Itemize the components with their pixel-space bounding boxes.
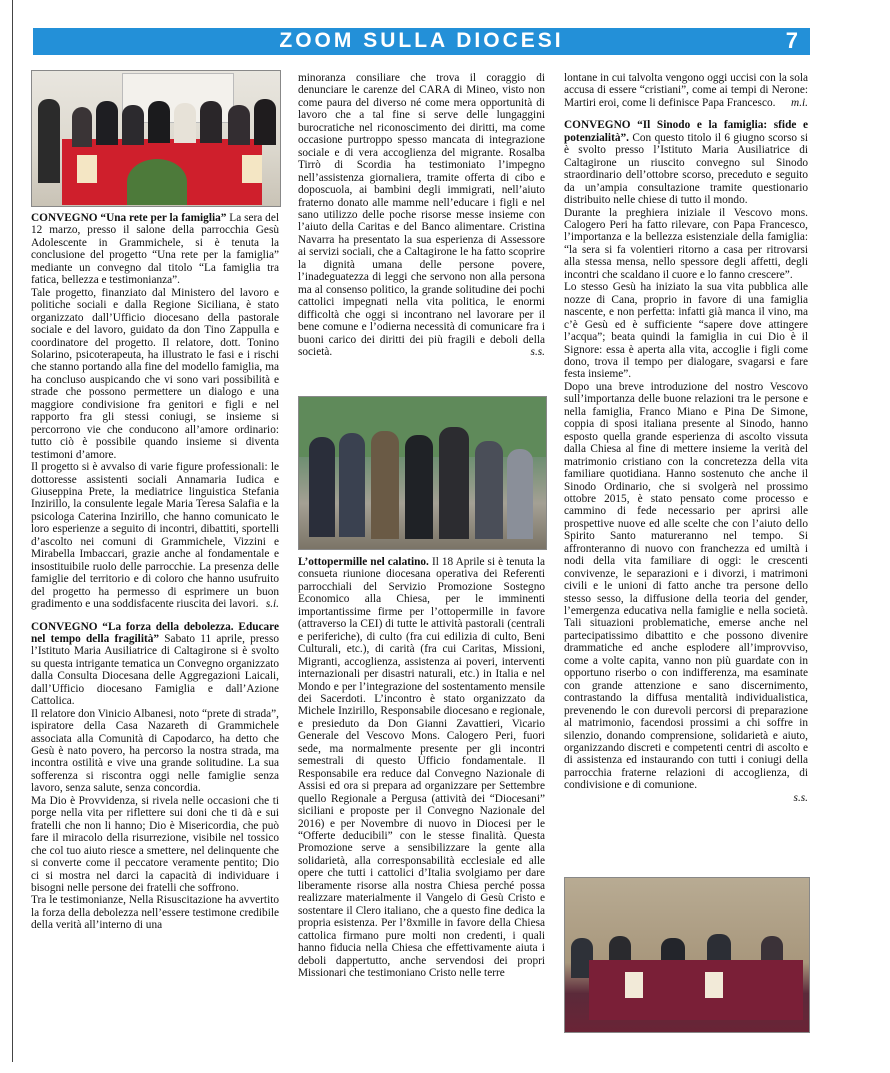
- article-family-network: [31, 212, 279, 287]
- photo-group-conference: [31, 70, 281, 207]
- author-signature: s.i.: [265, 598, 279, 611]
- article-text: Il 18 Aprile si è tenuta la consueta riunione diocesana operativa dei Referenti parrocchiali del Servizio Promozione Sostegno Economico alla Chiesa, per le imminenti importantissime firme per l’ottopermille in favore (attraverso la CEI) di tutte le attività pastorali (centrali e periferiche), di culto (fra cui edilizia di culto, Beni Culturali, etc.), di carità (fra cui Caritas, Missioni, Migranti, accoglienza, assistenza ai poveri, interventi internazionali per disastri naturali, etc.) in Italia e nel Mondo e per l’integrazione del sostentamento mensile dei Sacerdoti. L’incontro è stato organizzato da Michele Inzirillo, Responsabile diocesano e regionale, e presieduto da Don Gianni Zavattieri, Vicario Generale del Vescovo Mons. Calogero Peri, fuori sede, ma normalmente presente per gli incontri semestrali di questo Ufficio fondamentale. Il Responsabile era reduce dal Convegno Nazionale di Assisi ed ora si prepara ad organizzare per Settembre quello Regionale a Pergusa (attività dei “Diocesani” siciliani e proposte per il Convegno Nazionale del 2016) e per Novembre di nuovo in Diocesi per le “Offerte deducibili” con le stesse finalità. Questa Promozione serve a sensibilizzare la gente alla solidarietà, alla corresponsabilità ecclesiale ed alle opere che tutti i cattolici d’Italia svolgiamo per dare liberamente risorse alla nostra Chiesa perché possa realizzare materialmente il Vangelo di Gesù Cristo e sostentare il Clero italiano, che a questo fine dedica la propria esistenza. Per l’8xmille in favore della Chiesa cattolica firmano pure molti non credenti, i quali hanno fiducia nella Chiesa che effettivamente aiuta i deboli dappertutto, anche servendosi dei propri Missionari che testimoniano Cristo nelle terre: [298, 556, 546, 979]
- article-paragraph: Lo stesso Gesù ha iniziato la sua vita pubblica alle nozze di Cana, proprio in favore di una famiglia nascente, e non perfetta: infatti già manca il vino, ma c’è Gesù ed è sufficiente “sapere dove attingere l’acqua”; beata quindi la famiglia in cui Dio è il Signore: essa è aperta alla vita, accoglie i figli come dono, trova il tempo per dialogare, svagarsi e fare festa insieme”.: [564, 281, 808, 381]
- article-synod: [564, 119, 808, 206]
- column-1: [31, 212, 279, 932]
- article-paragraph: [564, 72, 808, 109]
- section-title: ZOOM SULLA DIOCESI: [279, 29, 564, 52]
- author-signature: s.s.: [530, 345, 545, 358]
- article-paragraph: Il relatore don Vinicio Albanesi, noto “prete di strada”, ispiratore della Casa Nazareth di Grammichele associata alla Comunità di Capodarco, ha detto che Gesù è nato povero, ha percorso la nostra strada, ma incontra ostilità e vive una grande solitudine. La sua sofferenza si riscontra oggi nelle famiglie senza lavoro, senza salute, senza concordia.: [31, 707, 279, 795]
- article-text: minoranza consiliare che trova il coraggio di denunciare le carenze del CARA di Mineo, visto non come paura del diverso né come mera opportunità di lavoro che a tal fine si serve delle lungaggini burocratiche nel riconoscimento dei diritti, ma come occasione purtroppo spesso mancata di integrazione sociale e di vera accoglienza del migrante. Rosalba Tirrò di Scordia ha testimoniato l’impegno nell’assistenza giornaliera, tramite offerta di cibo e doposcuola, ai bambini degli immigrati, nell’aiuto fraterno donato alle mamme nell’educare i figli e nel sano utilizzo delle poche risorse messe insieme con l’aiuto della Caritas e del Banco alimentare. Cristina Navarra ha presentato la sua esperienza di Assessore ai servizi sociali, che a Caltagirone le ha fatto scoprire la dignità umana delle persone povere, l’inadeguatezza di leggi che servono non alla persona ma al consenso politico, la grande solitudine dei pochi cattolici impegnati nella vita politica, le enormi difficoltà che oggi si incontrano nel lavorare per il bene comune e l’odierna necessità di comunicare fra i buoni carico dei diritti dei più fragili e deboli della società.: [298, 72, 545, 358]
- author-signature: s.s.: [793, 791, 808, 804]
- page-left-rule: [12, 0, 13, 1062]
- article-ottopermille: [298, 556, 545, 979]
- article-title: L’ottopermille nel calatino.: [298, 556, 429, 568]
- article-text: Con questo titolo il 6 giugno scorso si è svolto presso l’Istituto Maria Ausiliatrice di Caltagirone un riuscito convegno sul Sinodo straordinario dell’ottobre scorso, preceduto e seguito da un’ampia consultazione tramite questionario distribuito nelle chiese di tutto il mondo.: [564, 131, 809, 207]
- article-title: CONVEGNO “Una rete per la famiglia”: [31, 212, 227, 224]
- article-paragraph: [31, 461, 279, 610]
- article-paragraph: Tale progetto, finanziato dal Ministero del lavoro e politiche sociali e dalla Regione Siciliana, è stato organizzato dall’Ufficio diocesano della pastorale sociale e del lavoro, guidato da don Tino Zappulla e coordinatore del progetto. Il relatore, dott. Tonino Solarino, psicoterapeuta, ha illustrato le fasi e i rischi che stanno portando alla fine del modello famiglia, ma ha concluso auspicando che vi sono vari possibilità e strade che possono permettere un dialogo e una maggiore condivisione fra genitori e figli e nel rapporto fra gli stessi coniugi, se insieme si percorrono vie che conducono all’amore ordinario: tutto ciò è possibile quando insieme si diventa testimoni d’amore.: [31, 286, 279, 461]
- article-paragraph: Dopo una breve introduzione del nostro Vescovo sull’importanza delle buone relazioni tra le persone e nella famiglia, Franco Miano e Pina De Simone, coppia di sposi italiana presente al Sinodo, hanno esposto quella grande esperienza di ascolto vissuta dalla Chiesa al fine di mettere insieme la verità del matrimonio cristiano con la concretezza della vita familiare quotidiana. Hanno sostenuto che anche il Sinodo Ordinario, che si svolgerà nel prossimo ottobre 2015, è stato pensato come processo e cammino di fede necessario per aprirsi alle prospettive nuove ed alle scelte che con l’aiuto dello Spirito Santo matureranno nel tempo. Si affronteranno di nuovo con franchezza ed umiltà i nodi della vita familiare di oggi: le crescenti convivenze, le separazioni e i divorzi, i matrimoni civili e le unioni di fatto anche tra persone dello stesso sesso, la diffusione della teoria del gender, l’emergenza educativa nella famiglie e nella società. Tali situazioni problematiche, emerse anche nel partecipatissimo dibattito e che possono divenire drammatiche ed anche esplodere all’improvviso, come a volte capita, vanno non più guardate con in opportuno riserbo o con indifferenza, ma esaminate con grande attenzione e sano discernimento, contrastando la diffusa mentalità individualistica, prevenendo le con durevoli percorsi di preparazione al matrimonio, facendosi prossimi a chi soffre in silenzio, donando comprensione, solidarietà e aiuto, organizzando discreti e competenti centri di ascolto e di assistenza ed instaurando con tutti i coniugi della parrocchia fraterne relazioni di accoglienza, di condivisione e di comunione.: [564, 380, 808, 792]
- article-text: lontane in cui talvolta vengono oggi uccisi con la sola accusa di essere “cristiani”, come ai tempi di Nerone: Martiri eroi, come li definisce Papa Francesco.: [564, 72, 808, 109]
- article-paragraph: [298, 72, 545, 358]
- section-banner: [33, 28, 810, 55]
- article-text: Sabato 11 aprile, presso l’Istituto Maria Ausiliatrice di Caltagirone si è svolto su questa intrigante tematica un Convegno organizzato dalla Consulta Diocesana delle Aggregazioni Laicali, dall’Ufficio diocesano Famiglia e dall’Azione Cattolica.: [31, 632, 279, 708]
- article-title: CONVEGNO “La forza della debolezza. Educare nel tempo della fragilità”: [31, 620, 279, 645]
- author-signature: m.i.: [791, 96, 808, 109]
- article-paragraph: Ma Dio è Provvidenza, si rivela nelle occasioni che ti porge nella vita per riflettere sui doni che ti dà e sui fratelli che non li hanno; Dio è Misericordia, che può fare il miracolo della risurrezione, visibile nel tossico che col tuo aiuto riesce a smettere, nel delinquente che si converte come il peccatore veramente pentito; Dio ci si mostra nel darci la capacità di individuare i bisogni nelle persone dei fratelli che soffrono.: [31, 794, 279, 895]
- article-fragility: [31, 621, 279, 708]
- column-3: [564, 72, 808, 804]
- article-title: CONVEGNO “Il Sinodo e la famiglia: sfide e potenzialità”.: [564, 119, 808, 144]
- article-text: Il progetto si è avvalso di varie figure professionali: le dottoresse assistenti sociali Annamaria Iudica e Giuseppina Prete, la mediatrice linguistica Stefania Inzirillo, la consulente legale Maria Teresa Salafia e la psicologa Caterina Inzirillo, che hanno comunicato le loro esperienze a seguito di incontri, dibattiti, sportelli d’ascolto nei comuni di Grammichele, Vizzini e Mirabella Imbaccari, grazie anche al fondamentale e insostituibile ruolo delle parrocchie. La presenza delle famiglie del territorio e di coloro che hanno usufruito del progetto ha permesso di esprimere un buon gradimento e una soddisfacente riuscita dei lavori.: [31, 461, 279, 611]
- photo-outdoor-group: [298, 396, 547, 550]
- photo-conference-panel: [564, 877, 810, 1033]
- article-text: La sera del 12 marzo, presso il salone della parrocchia Gesù Adolescente in Grammichele, si è tenuta la conclusione del progetto “Una rete per la famiglia” mediante un convegno dal titolo “La famiglia tra fatica, bellezza e testimonianza”.: [31, 212, 279, 287]
- page-number: 7: [785, 28, 798, 53]
- article-paragraph: Durante la preghiera iniziale il Vescovo mons. Calogero Peri ha fatto rilevare, con Papa Francesco, l’importanza e la bellezza esistenziale della famiglia: “la sera si fa volentieri ritorno a casa per ritrovarsi alla stessa mensa, nello spessore degli affetti, degli incontri che scaldano il cuore e lo fanno crescere”.: [564, 206, 808, 281]
- column-2-lower: [298, 556, 545, 979]
- article-paragraph: Tra le testimonianze, Nella Risuscitazione ha avvertito la forza della debolezza nell’essere testimone credibile della verità all’interno di una: [31, 894, 279, 932]
- column-2: [298, 72, 545, 358]
